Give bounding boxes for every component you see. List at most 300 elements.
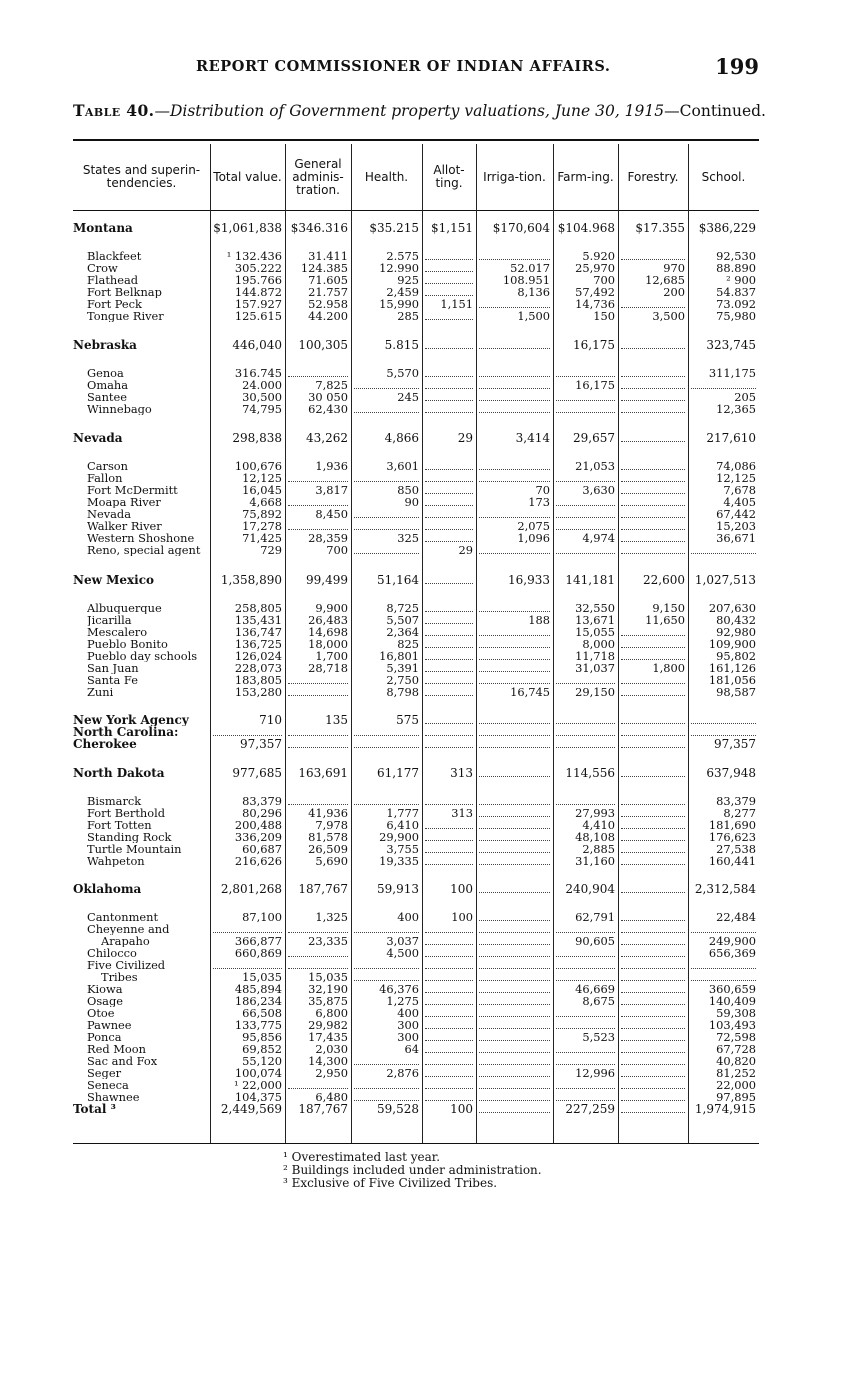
cell-1: 183,805 bbox=[234, 674, 282, 686]
cell-8: 161,126 bbox=[708, 662, 756, 674]
table-row bbox=[73, 995, 759, 1007]
cell-2: 30 050 bbox=[308, 391, 348, 403]
cell-4: $1,151 bbox=[431, 222, 473, 234]
table-row bbox=[73, 1055, 759, 1067]
cell-1: 136,725 bbox=[234, 638, 282, 650]
cell-3: 2,364 bbox=[386, 626, 419, 638]
cell-2: 31.411 bbox=[308, 250, 348, 262]
cell-1: 74,795 bbox=[242, 403, 282, 415]
row-label: Nevada bbox=[87, 508, 132, 520]
cell-1: 305.222 bbox=[234, 262, 282, 274]
cell-2: 100,305 bbox=[298, 339, 348, 351]
cell-5 bbox=[479, 971, 550, 981]
cell-1: 133,775 bbox=[234, 1019, 282, 1031]
cell-1: 186,234 bbox=[234, 995, 282, 1007]
table-row bbox=[73, 1019, 759, 1031]
row-label: Carson bbox=[87, 460, 128, 472]
cell-6: 2,885 bbox=[582, 843, 615, 855]
cell-5 bbox=[479, 1067, 550, 1077]
cell-4 bbox=[425, 714, 473, 724]
cell-6: 48,108 bbox=[575, 831, 615, 843]
cell-6 bbox=[556, 544, 615, 554]
cell-6: 31,037 bbox=[575, 662, 615, 674]
cell-4 bbox=[425, 532, 473, 542]
state-row bbox=[73, 714, 759, 726]
cell-8: 109,900 bbox=[708, 638, 756, 650]
cell-6: 141,181 bbox=[565, 574, 615, 586]
cell-5 bbox=[479, 544, 550, 554]
cell-5 bbox=[479, 662, 550, 672]
cell-5 bbox=[479, 959, 550, 969]
cell-8: 12,365 bbox=[716, 403, 756, 415]
cell-1: 316.745 bbox=[234, 367, 282, 379]
cell-1: 66,508 bbox=[242, 1007, 282, 1019]
cell-5 bbox=[479, 995, 550, 1005]
cell-2: 26,509 bbox=[308, 843, 348, 855]
cell-6: 16,175 bbox=[573, 339, 615, 351]
cell-7 bbox=[621, 1031, 685, 1041]
cell-8: 59,308 bbox=[716, 1007, 756, 1019]
cell-2: 18,000 bbox=[308, 638, 348, 650]
cell-5 bbox=[479, 391, 550, 401]
cell-7 bbox=[621, 911, 685, 921]
cell-2: 28,718 bbox=[308, 662, 348, 674]
table-row bbox=[73, 819, 759, 831]
row-label: Flathead bbox=[87, 274, 139, 286]
cell-7 bbox=[621, 508, 685, 518]
cell-2: 44.200 bbox=[308, 310, 348, 322]
cell-8: 36,671 bbox=[716, 532, 756, 544]
table-caption bbox=[73, 101, 766, 120]
cell-1: ¹ 132.436 bbox=[226, 250, 282, 262]
cell-4 bbox=[425, 995, 473, 1005]
cell-6 bbox=[556, 508, 615, 518]
table-row bbox=[73, 686, 759, 698]
row-label: Mescalero bbox=[87, 626, 148, 638]
cell-1: 24.000 bbox=[242, 379, 282, 391]
cell-6: 700 bbox=[593, 274, 615, 286]
cell-3: 3,037 bbox=[386, 935, 419, 947]
row-label: Reno, special agent bbox=[87, 544, 201, 556]
cell-4 bbox=[425, 686, 473, 696]
cell-6: 11,718 bbox=[575, 650, 615, 662]
state-row bbox=[73, 1103, 759, 1115]
cell-4 bbox=[425, 959, 473, 969]
cell-7 bbox=[621, 971, 685, 981]
row-label: Crow bbox=[87, 262, 118, 274]
cell-8: 311,175 bbox=[708, 367, 756, 379]
cell-5 bbox=[479, 626, 550, 636]
cell-7 bbox=[621, 995, 685, 1005]
cell-2: 62,430 bbox=[308, 403, 348, 415]
row-label: Osage bbox=[87, 995, 124, 1007]
cell-7 bbox=[621, 855, 685, 865]
cell-3 bbox=[354, 959, 419, 969]
row-label: Ponca bbox=[87, 1031, 122, 1043]
cell-4 bbox=[425, 923, 473, 933]
cell-6 bbox=[556, 1055, 615, 1065]
cell-5 bbox=[479, 923, 550, 933]
cell-6: 16,175 bbox=[575, 379, 615, 391]
cell-6 bbox=[556, 1091, 615, 1101]
cell-1: 97,357 bbox=[240, 738, 282, 750]
row-label: Arapaho bbox=[101, 935, 150, 947]
cell-1: 60,687 bbox=[242, 843, 282, 855]
cell-6 bbox=[556, 1079, 615, 1089]
cell-8: 72,598 bbox=[716, 1031, 756, 1043]
column-header: Total value. bbox=[213, 169, 282, 184]
table-number: Table 40. bbox=[73, 101, 155, 120]
table-row bbox=[73, 911, 759, 923]
cell-3: 1,275 bbox=[386, 995, 419, 1007]
cell-8: 95,802 bbox=[716, 650, 756, 662]
row-label: Fallon bbox=[87, 472, 123, 484]
cell-1: 216,626 bbox=[234, 855, 282, 867]
cell-2: 3,817 bbox=[315, 484, 348, 496]
cell-1: 485,894 bbox=[234, 983, 282, 995]
cell-8: 323,745 bbox=[706, 339, 756, 351]
cell-8: 176,623 bbox=[708, 831, 756, 843]
table-row bbox=[73, 532, 759, 544]
cell-7 bbox=[621, 923, 685, 933]
cell-5 bbox=[479, 339, 550, 349]
table-row bbox=[73, 947, 759, 959]
cell-2: 99,499 bbox=[306, 574, 348, 586]
cell-4 bbox=[425, 484, 473, 494]
cell-6: 90,605 bbox=[575, 935, 615, 947]
cell-3: 300 bbox=[397, 1031, 419, 1043]
table-row bbox=[73, 544, 759, 556]
table-row bbox=[73, 520, 759, 532]
row-label: Fort Totten bbox=[87, 819, 152, 831]
cell-4 bbox=[425, 403, 473, 413]
cell-4 bbox=[425, 674, 473, 684]
cell-4 bbox=[425, 935, 473, 945]
table-row bbox=[73, 496, 759, 508]
cell-4 bbox=[425, 274, 473, 284]
cell-4 bbox=[425, 662, 473, 672]
row-label: Turtle Mountain bbox=[87, 843, 182, 855]
cell-1: 2,449,569 bbox=[220, 1103, 282, 1115]
cell-1: 83,379 bbox=[242, 795, 282, 807]
cell-8: 656,369 bbox=[708, 947, 756, 959]
cell-1: 16,045 bbox=[242, 484, 282, 496]
cell-1: 710 bbox=[259, 714, 282, 726]
row-label: Otoe bbox=[87, 1007, 115, 1019]
cell-2: 5,690 bbox=[315, 855, 348, 867]
cell-5 bbox=[479, 1031, 550, 1041]
footnote: ¹ Overestimated last year. bbox=[283, 1150, 441, 1164]
table-row bbox=[73, 1067, 759, 1079]
cell-7 bbox=[621, 795, 685, 805]
cell-7 bbox=[621, 1091, 685, 1101]
row-label: Oklahoma bbox=[73, 883, 142, 895]
cell-6: 5,523 bbox=[582, 1031, 615, 1043]
cell-7 bbox=[621, 726, 685, 736]
cell-1: 144.872 bbox=[234, 286, 282, 298]
table-row bbox=[73, 674, 759, 686]
cell-3: 1,777 bbox=[386, 807, 419, 819]
cell-3: 3,601 bbox=[386, 460, 419, 472]
cell-5 bbox=[479, 472, 550, 482]
cell-3 bbox=[354, 379, 419, 389]
cell-3 bbox=[354, 795, 419, 805]
cell-1: 336,209 bbox=[234, 831, 282, 843]
cell-8: $386,229 bbox=[698, 222, 756, 234]
cell-5 bbox=[479, 367, 550, 377]
cell-4 bbox=[425, 574, 473, 584]
cell-4 bbox=[425, 250, 473, 260]
cell-5 bbox=[479, 650, 550, 660]
cell-8: 181,056 bbox=[708, 674, 756, 686]
cell-2: 52.958 bbox=[308, 298, 348, 310]
cell-4 bbox=[425, 520, 473, 530]
cell-4 bbox=[425, 262, 473, 272]
cell-6: 46,669 bbox=[575, 983, 615, 995]
cell-6 bbox=[556, 923, 615, 933]
cell-1: 95,856 bbox=[242, 1031, 282, 1043]
row-label: Tongue River bbox=[87, 310, 164, 322]
cell-6: 57,492 bbox=[575, 286, 615, 298]
cell-6: 25,970 bbox=[575, 262, 615, 274]
row-label: Chilocco bbox=[87, 947, 137, 959]
cell-2 bbox=[288, 674, 348, 684]
cell-3: 5,507 bbox=[386, 614, 419, 626]
table-row bbox=[73, 274, 759, 286]
cell-1: 71,425 bbox=[242, 532, 282, 544]
cell-6 bbox=[556, 959, 615, 969]
cell-5 bbox=[479, 602, 550, 612]
cell-8: 205 bbox=[734, 391, 756, 403]
cell-1 bbox=[213, 923, 282, 933]
cell-5 bbox=[479, 1043, 550, 1053]
cell-1: 660,869 bbox=[234, 947, 282, 959]
state-row bbox=[73, 222, 759, 234]
row-label: New York Agency bbox=[73, 714, 189, 726]
cell-8: 67,728 bbox=[716, 1043, 756, 1055]
cell-6 bbox=[556, 947, 615, 957]
cell-4 bbox=[425, 367, 473, 377]
cell-5 bbox=[479, 1091, 550, 1101]
cell-4: 29 bbox=[457, 432, 473, 444]
row-label: Fort McDermitt bbox=[87, 484, 178, 496]
cell-7 bbox=[621, 472, 685, 482]
table-row bbox=[73, 262, 759, 274]
row-label: Wahpeton bbox=[87, 855, 145, 867]
cell-5: 8,136 bbox=[517, 286, 550, 298]
cell-6: 12,996 bbox=[575, 1067, 615, 1079]
cell-4 bbox=[425, 983, 473, 993]
cell-4 bbox=[425, 1019, 473, 1029]
cell-6: 8,000 bbox=[582, 638, 615, 650]
cell-1: 80,296 bbox=[242, 807, 282, 819]
cell-3 bbox=[354, 1079, 419, 1089]
cell-8: 1,974,915 bbox=[694, 1103, 756, 1115]
table-row bbox=[73, 298, 759, 310]
row-label: Tribes bbox=[101, 971, 138, 983]
cell-8: 22,484 bbox=[716, 911, 756, 923]
cell-2 bbox=[288, 520, 348, 530]
table-row bbox=[73, 286, 759, 298]
table-row bbox=[73, 626, 759, 638]
cell-7: 3,500 bbox=[652, 310, 685, 322]
cell-5 bbox=[479, 638, 550, 648]
cell-8: 83,379 bbox=[716, 795, 756, 807]
row-label: Santee bbox=[87, 391, 127, 403]
cell-6: 14,736 bbox=[575, 298, 615, 310]
cell-1 bbox=[213, 959, 282, 969]
cell-8: 22,000 bbox=[716, 1079, 756, 1091]
table-row bbox=[73, 614, 759, 626]
cell-5 bbox=[479, 1019, 550, 1029]
cell-5 bbox=[479, 403, 550, 413]
cell-8 bbox=[691, 379, 756, 389]
cell-1: 228,073 bbox=[234, 662, 282, 674]
cell-1: 153,280 bbox=[234, 686, 282, 698]
cell-7 bbox=[621, 767, 685, 777]
table-row bbox=[73, 795, 759, 807]
cell-5: 16,745 bbox=[510, 686, 550, 698]
cell-4: 100 bbox=[450, 1103, 473, 1115]
cell-1: 100,074 bbox=[234, 1067, 282, 1079]
cell-7 bbox=[621, 1067, 685, 1077]
cell-8 bbox=[691, 726, 756, 736]
cell-6: 114,556 bbox=[565, 767, 615, 779]
cell-1: 157.927 bbox=[234, 298, 282, 310]
cell-7 bbox=[621, 738, 685, 748]
cell-5 bbox=[479, 1103, 550, 1113]
cell-7: 12,685 bbox=[645, 274, 685, 286]
cell-4 bbox=[425, 738, 473, 748]
cell-3: 61,177 bbox=[377, 767, 419, 779]
cell-7 bbox=[621, 626, 685, 636]
cell-2 bbox=[288, 795, 348, 805]
cell-2: 35,875 bbox=[308, 995, 348, 1007]
row-label: Cantonment bbox=[87, 911, 159, 923]
cell-1: 729 bbox=[260, 544, 282, 556]
row-label: Nevada bbox=[73, 432, 123, 444]
cell-8: 12,125 bbox=[716, 472, 756, 484]
cell-7: 11,650 bbox=[645, 614, 685, 626]
cell-7 bbox=[621, 298, 685, 308]
cell-6 bbox=[556, 726, 615, 736]
row-label: Red Moon bbox=[87, 1043, 146, 1055]
cell-4 bbox=[425, 379, 473, 389]
cell-2 bbox=[288, 686, 348, 696]
cell-7: 1,800 bbox=[652, 662, 685, 674]
cell-2: 14,300 bbox=[308, 1055, 348, 1067]
cell-4 bbox=[425, 726, 473, 736]
footnote: ³ Exclusive of Five Civilized Tribes. bbox=[283, 1176, 498, 1190]
table-row bbox=[73, 935, 759, 947]
cell-3: 64 bbox=[404, 1043, 419, 1055]
cell-2: 41,936 bbox=[308, 807, 348, 819]
cell-2: 7,978 bbox=[315, 819, 348, 831]
row-label: Cherokee bbox=[73, 738, 137, 750]
cell-8: 27,538 bbox=[716, 843, 756, 855]
table-row bbox=[73, 959, 759, 971]
table-row bbox=[73, 831, 759, 843]
cell-3 bbox=[354, 403, 419, 413]
cell-5: 188 bbox=[528, 614, 550, 626]
cell-7 bbox=[621, 532, 685, 542]
cell-5 bbox=[479, 947, 550, 957]
cell-7: $17.355 bbox=[635, 222, 685, 234]
cell-5 bbox=[479, 508, 550, 518]
cell-8: 360,659 bbox=[708, 983, 756, 995]
row-label: Moapa River bbox=[87, 496, 161, 508]
cell-3: 825 bbox=[397, 638, 419, 650]
table-row bbox=[73, 807, 759, 819]
cell-4: 100 bbox=[450, 883, 473, 895]
cell-7: 200 bbox=[663, 286, 685, 298]
cell-7 bbox=[621, 496, 685, 506]
cell-6: 15,055 bbox=[575, 626, 615, 638]
cell-5: 3,414 bbox=[515, 432, 550, 444]
cell-2: 124.385 bbox=[300, 262, 348, 274]
cell-4 bbox=[425, 614, 473, 624]
cell-3: 245 bbox=[397, 391, 419, 403]
cell-8: 81,252 bbox=[716, 1067, 756, 1079]
row-label: North Dakota bbox=[73, 767, 165, 779]
cell-7 bbox=[621, 650, 685, 660]
cell-8: 160,441 bbox=[708, 855, 756, 867]
cell-8: 217,610 bbox=[706, 432, 756, 444]
row-label: Walker River bbox=[87, 520, 162, 532]
cell-3: 29,900 bbox=[379, 831, 419, 843]
row-label: Standing Rock bbox=[87, 831, 172, 843]
cell-3: 15,990 bbox=[379, 298, 419, 310]
cell-8: 74,086 bbox=[716, 460, 756, 472]
cell-2: $346.316 bbox=[290, 222, 348, 234]
cell-5 bbox=[479, 379, 550, 389]
cell-4: 29 bbox=[458, 544, 473, 556]
cell-3: 59,528 bbox=[377, 1103, 419, 1115]
cell-2: 23,335 bbox=[308, 935, 348, 947]
cell-6: 21,053 bbox=[575, 460, 615, 472]
row-label: Kiowa bbox=[87, 983, 123, 995]
cell-2: 21.757 bbox=[308, 286, 348, 298]
cell-8: 92,980 bbox=[716, 626, 756, 638]
cell-2: 6,480 bbox=[315, 1091, 348, 1103]
table-row bbox=[73, 484, 759, 496]
cell-7: 9,150 bbox=[652, 602, 685, 614]
row-label: Blackfeet bbox=[87, 250, 142, 262]
table-row bbox=[73, 379, 759, 391]
cell-8: 97,895 bbox=[716, 1091, 756, 1103]
row-label: Bismarck bbox=[87, 795, 142, 807]
cell-8: ² 900 bbox=[726, 274, 756, 286]
cell-6: 32,550 bbox=[575, 602, 615, 614]
cell-4: 313 bbox=[450, 767, 473, 779]
row-label: Jicarilla bbox=[87, 614, 132, 626]
cell-4 bbox=[425, 472, 473, 482]
cell-1: 258,805 bbox=[234, 602, 282, 614]
cell-5 bbox=[479, 883, 550, 893]
cell-6: 227,259 bbox=[565, 1103, 615, 1115]
cell-8: 637,948 bbox=[706, 767, 756, 779]
column-header: Irriga-tion. bbox=[483, 169, 546, 184]
cell-7 bbox=[621, 935, 685, 945]
column-header: Allot-ting. bbox=[433, 163, 465, 190]
cell-1: $1,061,838 bbox=[213, 222, 282, 234]
state-row bbox=[73, 767, 759, 779]
row-label: Zuni bbox=[87, 686, 114, 698]
cell-3 bbox=[354, 472, 419, 482]
cell-2 bbox=[288, 1079, 348, 1089]
table-title: —Distribution of Government property valuations, June 30, 1915 bbox=[154, 102, 665, 120]
table-row bbox=[73, 638, 759, 650]
